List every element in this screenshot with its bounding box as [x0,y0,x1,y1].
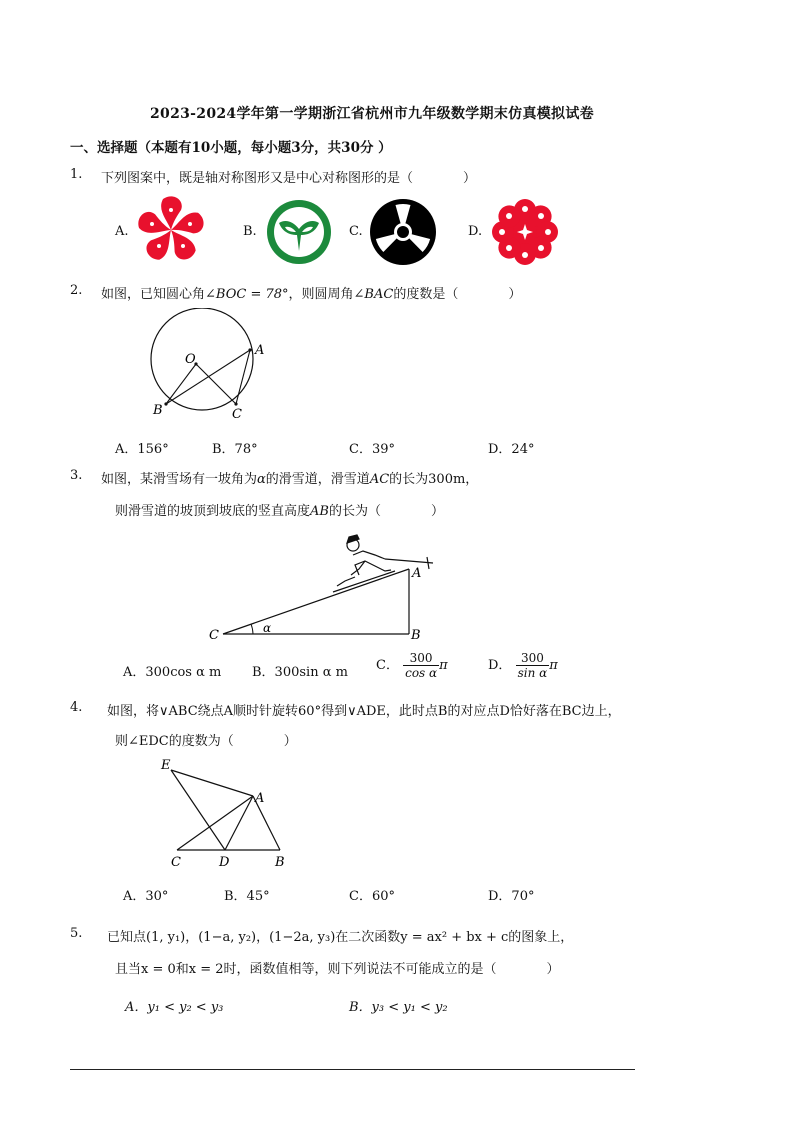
q3-ab: AB [310,504,329,519]
q2-option-b: B．78° [212,442,258,457]
q3-text1-mid: 的滑雪道，滑雪道 [265,472,370,487]
q3-stem-line1 [101,468,478,487]
radiation-icon [368,197,438,267]
red-papercut-icon [488,195,562,269]
q4-label-b: B [275,855,285,870]
q1-text: 下列图案中，既是轴对称图形又是中心对称图形的是（ [101,171,414,186]
page-title: 2023-2024学年第一学期浙江省杭州市九年级数学期末仿真模拟试卷 [150,106,594,122]
q2-math-angle-boc: ∠BOC = 78° [205,287,289,302]
q3-option-c-num: 300 [403,651,439,666]
q1-option-c-label: C. [349,224,363,239]
q2-label-o: O [185,352,196,367]
q3-label-a: A [412,566,422,581]
q3-option-d-pi: π [549,658,558,673]
q1-option-b-label: B. [243,224,257,239]
q2-circle-figure [140,308,280,426]
q3-alpha: α [257,472,266,487]
q2-option-c: C．39° [349,442,395,457]
q3-ac: AC [369,472,390,487]
q5-number: 5. [70,926,83,941]
q5-close: ） [546,962,560,977]
q2-label-b: B [153,403,163,418]
q5-stem-line1: 已知点(1, y₁)，(1−a, y₂)，(1−2a, y₃)在二次函数y = ax² + bx + c的图象上， [107,930,574,945]
q5-option-b: B．y₃ < y₁ < y₂ [349,1000,448,1015]
q3-option-c-pi: π [439,658,448,673]
q3-option-c [376,651,448,680]
q3-option-d-num: 300 [516,651,550,666]
q4-rotation-figure [155,752,300,872]
q3-stem-line2 [115,500,444,519]
section-heading: 一、选择题（本题有10小题，每小题3分，共30分 ） [70,140,392,156]
q4-option-c: C．60° [349,889,395,904]
q3-option-c-fraction [403,651,439,680]
q3-option-d-den: sin α [517,666,548,680]
q3-option-b: B．300sin α m [252,665,348,680]
q2-text-pre: 如图，已知圆心角 [101,287,206,302]
q3-text2-pre: 则滑雪道的坡顶到坡底的竖直高度 [115,504,311,519]
q2-number: 2. [70,283,83,298]
q2-text-mid: ，则圆周角 [288,287,354,302]
q2-option-d: D．24° [488,442,535,457]
q3-option-d [488,651,558,680]
q1-close: ） [463,171,477,186]
q2-label-c: C [232,407,242,422]
q4-option-a: A．30° [123,889,169,904]
q4-label-d: D [219,855,230,870]
q3-number: 3. [70,468,83,483]
q3-option-c-letter: C． [376,658,399,673]
q4-stem-line2 [115,730,297,749]
q5-option-a: A．y₁ < y₂ < y₃ [125,1000,224,1015]
q3-text1-pre: 如图，某滑雪场有一坡角为 [101,472,258,487]
q4-stem-line1: 如图，将∨ABC绕点A顺时针旋转60°得到∨ADE，此时点B的对应点D恰好落在BC边上， [107,704,621,719]
footer-divider [70,1069,635,1070]
q2-close: ） [508,287,522,302]
q4-option-b: B．45° [224,889,270,904]
bauhinia-icon [132,194,210,264]
q2-label-a: A [255,343,265,358]
q1-number: 1. [70,167,83,182]
q3-close: ） [430,504,444,519]
q5-stem-line2 [115,958,560,977]
skier-icon [333,535,433,592]
green-food-icon [263,197,335,267]
q1-option-d-label: D. [468,224,483,239]
q3-ski-slope-figure [205,525,445,647]
q2-text-post: 的度数是（ [393,287,459,302]
q4-label-a: A [255,791,265,806]
q4-close: ） [283,734,297,749]
q4-label-e: E [161,758,171,773]
q1-stem [101,167,476,186]
q2-math-angle-bac: ∠BAC [353,287,394,302]
q3-label-alpha: α [263,621,272,635]
q3-text2-post: 的长为（ [328,504,381,519]
q3-label-c: C [209,628,219,643]
q4-label-c: C [171,855,181,870]
q4-text2-pre: 则∠EDC的度数为（ [115,734,234,749]
q3-option-d-letter: D． [488,658,512,673]
q3-option-a: A．300cos α m [123,665,222,680]
q4-number: 4. [70,700,83,715]
q3-label-b: B [411,628,421,643]
q5-text2: 且当x = 0和x = 2时，函数值相等，则下列说法不可能成立的是（ [115,962,497,977]
q3-option-d-fraction [516,651,550,680]
q4-option-d: D．70° [488,889,535,904]
q3-text1-post: 的长为300m， [389,472,479,487]
q2-stem [101,283,521,302]
q2-option-a: A．156° [115,442,169,457]
q3-option-c-den: cos α [405,666,438,680]
q1-option-a-label: A. [115,224,129,239]
